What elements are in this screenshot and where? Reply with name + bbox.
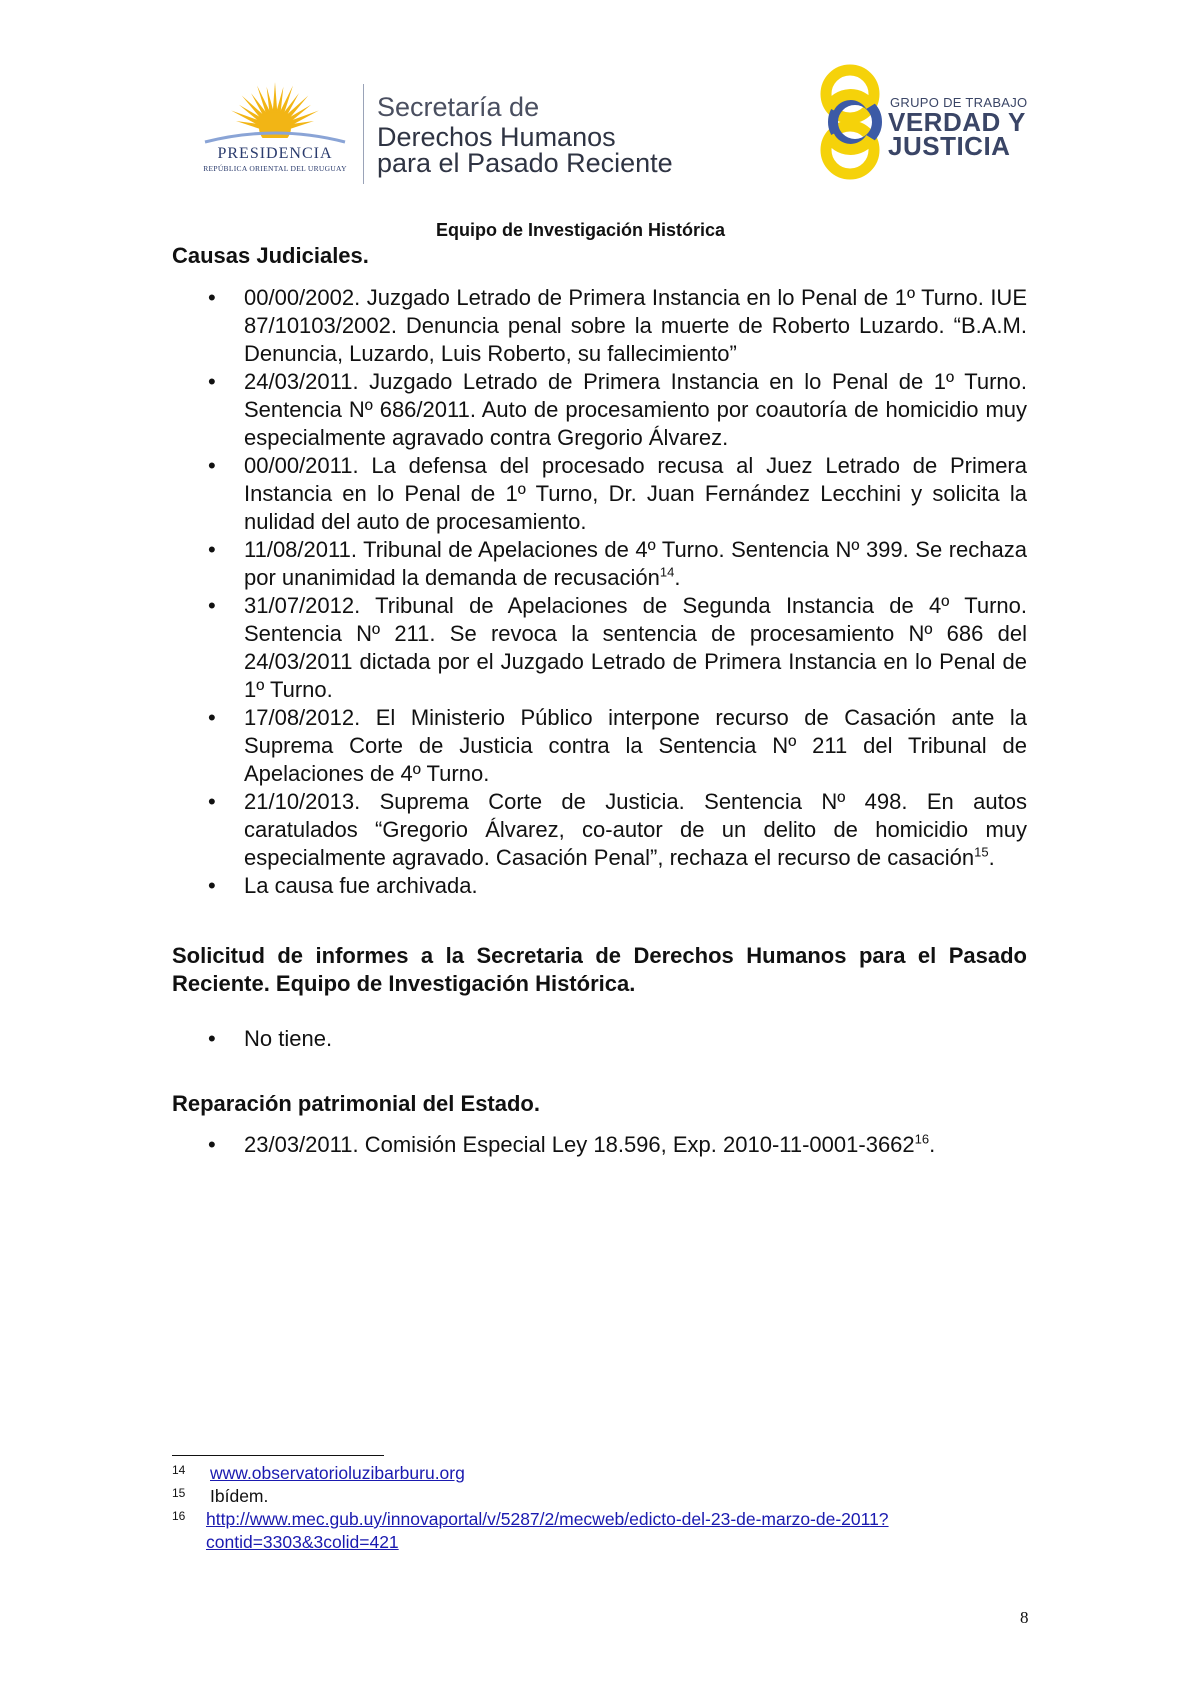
list-item-text: 23/03/2011. Comisión Especial Ley 18.596, Exp. 2010-11-0001-3662 (244, 1132, 915, 1157)
bullet-icon: • (208, 1132, 216, 1157)
list-item (172, 284, 1027, 368)
list-item-text: 00/00/2002. Juzgado Letrado de Primera Instancia en lo Penal de 1º Turno. IUE 87/10103/2002. Denuncia penal sobre la muerte de Roberto Luzardo. “B.A.M. Denuncia, Luzardo, Luis Roberto, su fallecimiento” (244, 285, 1027, 366)
list-item-text: 00/00/2011. La defensa del procesado recusa al Juez Letrado de Primera Instancia en lo Penal de 1º Turno, Dr. Juan Fernández Lecchini y solicita la nulidad del auto de procesamiento. (244, 453, 1027, 534)
bullet-icon: • (208, 789, 216, 814)
bullet-icon: • (208, 285, 216, 310)
grupo-trabajo-label: GRUPO DE TRABAJO (890, 95, 1028, 110)
list-item (172, 1025, 1027, 1053)
list-item-punct: . (988, 845, 995, 870)
list-item (172, 592, 1027, 704)
list-item-text: 24/03/2011. Juzgado Letrado de Primera Instancia en lo Penal de 1º Turno. Sentencia Nº 686/2011. Auto de procesamiento por coautoría de homicidio muy especialmente agravado contra Gregorio Álvarez. (244, 369, 1027, 450)
causas-list (172, 284, 1027, 900)
bullet-icon: • (208, 453, 216, 478)
bullet-icon: • (208, 369, 216, 394)
header-divider (363, 84, 364, 184)
list-item-text: 21/10/2013. Suprema Corte de Justicia. Sentencia Nº 498. En autos caratulados “Gregorio Álvarez, co-autor de un delito de homicidio muy especialmente agravado. Casación Penal”, rechaza el recurso de casación (244, 789, 1027, 870)
bullet-icon: • (208, 705, 216, 730)
footnote-link-line2: contid=3303&3colid=421 (206, 1532, 399, 1552)
verdad-y-label: VERDAD Y (888, 107, 1026, 137)
justicia-label: JUSTICIA (888, 131, 1011, 161)
list-item-punct: . (674, 565, 681, 590)
list-item-text: 31/07/2012. Tribunal de Apelaciones de Segunda Instancia de 4º Turno. Sentencia Nº 211. Se revoca la sentencia de procesamiento Nº 686 del 24/03/2011 dictada por el Juzgado Letrado de Primera Instancia en lo Penal de 1º Turno. (244, 593, 1027, 702)
bullet-icon: • (208, 593, 216, 618)
bullet-icon: • (208, 873, 216, 898)
list-item (172, 704, 1027, 788)
footnote-number: 15 (172, 1486, 186, 1500)
solicitud-list (172, 1025, 1027, 1053)
list-item (172, 788, 1027, 872)
presidencia-name: PRESIDENCIA (217, 145, 333, 162)
secretaria-line1: Secretaría de (377, 92, 540, 122)
presidencia-subtitle: REPÚBLICA ORIENTAL DEL URUGUAY (203, 164, 347, 173)
running-header: Equipo de Investigación Histórica (436, 220, 726, 240)
list-item-text: 17/08/2012. El Ministerio Público interpone recurso de Casación ante la Suprema Corte de Justicia contra la Sentencia Nº 211 del Tribunal de Apelaciones de 4º Turno. (244, 705, 1027, 786)
footnote-number: 16 (172, 1509, 186, 1523)
section-title-reparacion: Reparación patrimonial del Estado. (172, 1091, 540, 1116)
list-item (172, 872, 1027, 900)
bullet-icon: • (208, 537, 216, 562)
footnote-link-line1: http://www.mec.gub.uy/innovaportal/v/5287/2/mecweb/edicto-del-23-de-marzo-de-2011? (206, 1509, 889, 1529)
secretaria-line3: para el Pasado Reciente (377, 148, 673, 178)
footnote-separator (172, 1455, 384, 1456)
page-number: 8 (1020, 1608, 1029, 1627)
reparacion-list (172, 1131, 1027, 1159)
footnote-ref: 14 (659, 564, 675, 580)
footnote-ref: 15 (974, 844, 989, 860)
footnote-text: Ibídem. (210, 1486, 269, 1506)
list-item-text: No tiene. (244, 1026, 333, 1051)
section-title-causas: Causas Judiciales. (172, 243, 369, 268)
secretaria-line2: Derechos Humanos (377, 122, 616, 152)
list-item-text: La causa fue archivada. (244, 873, 478, 898)
section-title-solicitud: Solicitud de informes a la Secretaria de Derechos Humanos para el Pasado Reciente. Equipo de Investigación Histórica. (172, 943, 1027, 996)
list-item (172, 452, 1027, 536)
list-item (172, 1131, 1027, 1159)
list-item (172, 368, 1027, 452)
footnote-link[interactable]: www.observatorioluzibarburu.org (210, 1463, 465, 1483)
list-item-punct: . (929, 1132, 936, 1157)
footnote-link[interactable] (206, 1509, 889, 1552)
list-item (172, 536, 1027, 592)
footnote-number: 14 (172, 1463, 186, 1477)
footnote-ref: 16 (914, 1131, 930, 1147)
list-item-text: 11/08/2011. Tribunal de Apelaciones de 4º Turno. Sentencia Nº 399. Se rechaza por unanimidad la demanda de recusación (244, 537, 1027, 590)
bullet-icon: • (208, 1026, 216, 1051)
